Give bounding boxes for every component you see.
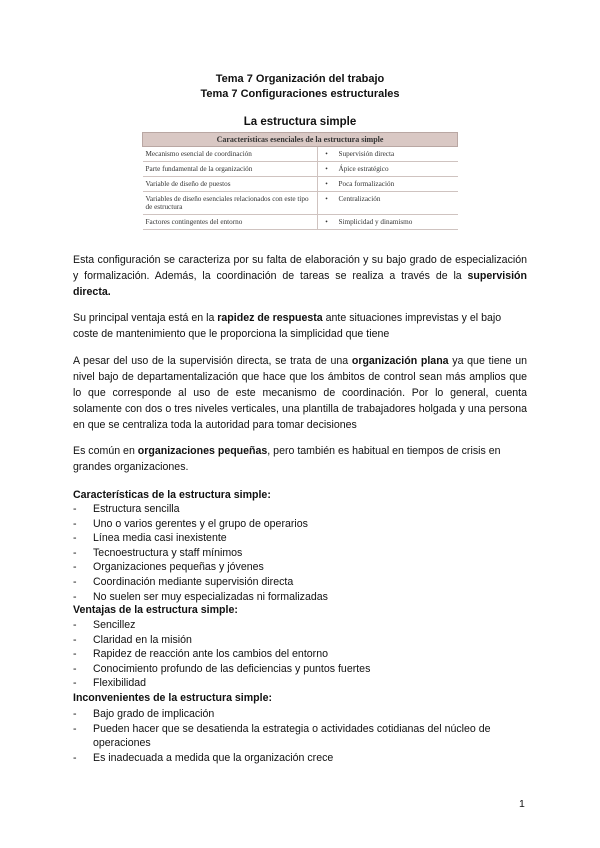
table-cell-left: Variables de diseño esenciales relacionados con este tipo de estructura [143, 192, 318, 215]
list-item: - Bajo grado de implicación [73, 707, 533, 722]
list-item: - Línea media casi inexistente [73, 531, 533, 546]
paragraph-text: Esta configuración se caracteriza por su falta de elaboración y su bajo grado de especialización y formalización. Además, la coordinación de tareas se realiza a través de la [73, 254, 527, 282]
table-row [143, 147, 458, 162]
paragraph-organizaciones-pequenas [73, 443, 527, 475]
characteristics-table [142, 132, 458, 230]
list-item: - Coordinación mediante supervisión directa [73, 575, 533, 590]
list-item: - Conocimiento profundo de las deficiencias y puntos fuertes [73, 662, 533, 677]
list-item: - Uno o varios gerentes y el grupo de operarios [73, 517, 533, 532]
list-item: - No suelen ser muy especializadas ni formalizadas [73, 590, 533, 605]
heading-caracteristicas: Características de la estructura simple: [73, 489, 271, 501]
paragraph-organizacion-plana [73, 353, 527, 433]
list-item: - Tecnoestructura y staff mínimos [73, 546, 533, 561]
bullet-icon: • [317, 147, 336, 162]
paragraph-text: , pero también es habitual en tiempos de crisis en grandes organizaciones. [73, 445, 501, 473]
table-cell-right: Simplicidad y dinamismo [336, 215, 458, 230]
table-cell-right: Ápice estratégico [336, 162, 458, 177]
table-row [143, 192, 458, 215]
table-row [143, 215, 458, 230]
bullet-icon: • [317, 215, 336, 230]
list-item: - Organizaciones pequeñas y jóvenes [73, 560, 533, 575]
paragraph-text: Su principal ventaja está en la [73, 312, 218, 324]
bullet-icon: • [317, 162, 336, 177]
list-item: - Es inadecuada a medida que la organización crece [73, 751, 533, 766]
list-item: - Flexibilidad [73, 676, 533, 691]
heading-ventajas: Ventajas de la estructura simple: [73, 604, 238, 616]
table-cell-left: Parte fundamental de la organización [143, 162, 318, 177]
list-item [73, 722, 529, 751]
list-item: - Claridad en la misión [73, 633, 533, 648]
table-cell-left: Mecanismo esencial de coordinación [143, 147, 318, 162]
table-header: Características esenciales de la estructura simple [143, 133, 458, 147]
title-line-2: Tema 7 Configuraciones estructurales [200, 88, 400, 100]
paragraph-text: ante situaciones imprevistas y el bajo coste de mantenimiento que le proporciona la simplicidad que tiene [73, 312, 502, 340]
paragraph-ventaja [73, 310, 527, 342]
title-line-1: Tema 7 Organización del trabajo [215, 73, 385, 85]
table-row [143, 177, 458, 192]
table-cell-right: Supervisión directa [336, 147, 458, 162]
paragraph-bold: supervisión directa. [73, 270, 527, 298]
bullet-icon: • [317, 177, 336, 192]
list-ventajas [73, 618, 533, 691]
paragraph-text: A pesar del uso de la supervisión directa, se trata de una [73, 355, 352, 367]
list-caracteristicas [73, 502, 533, 604]
section-title: La estructura simple [243, 116, 357, 128]
bullet-icon: • [317, 192, 336, 215]
list-inconvenientes [73, 707, 533, 765]
list-item: - Sencillez [73, 618, 533, 633]
paragraph-bold: organización plana [351, 355, 449, 367]
document-titles [0, 72, 600, 102]
table-cell-right: Centralización [336, 192, 458, 215]
table-cell-left: Variable de diseño de puestos [143, 177, 318, 192]
table-cell-left: Factores contingentes del entorno [143, 215, 318, 230]
list-item-text: - Pueden hacer que se desatienda la estrategia o actividades cotidianas del núcleo de operaciones [93, 722, 491, 750]
table-row [143, 162, 458, 177]
paragraph-text: Es común en [73, 445, 138, 457]
list-item: - Rapidez de reacción ante los cambios del entorno [73, 647, 533, 662]
paragraph-bold: organizaciones pequeñas [137, 445, 268, 457]
paragraph-bold: rapidez de respuesta [217, 312, 323, 324]
page-number: 1 [519, 798, 525, 810]
heading-inconvenientes: Inconvenientes de la estructura simple: [73, 692, 272, 704]
table-cell-right: Poca formalización [336, 177, 458, 192]
paragraph-intro [73, 252, 527, 300]
paragraph-text: ya que tiene un nivel bajo de departamentalización que hace que los ámbitos de control sean más amplios que lo que corresponde al uso de este mecanismo de coordinación. Por lo general, cuenta solamente con dos o tres niveles verticales, una plantilla de trabajadores holgada y una persona en que se centraliza toda la autoridad para tomar decisiones [73, 355, 527, 431]
list-item: - Estructura sencilla [73, 502, 533, 517]
